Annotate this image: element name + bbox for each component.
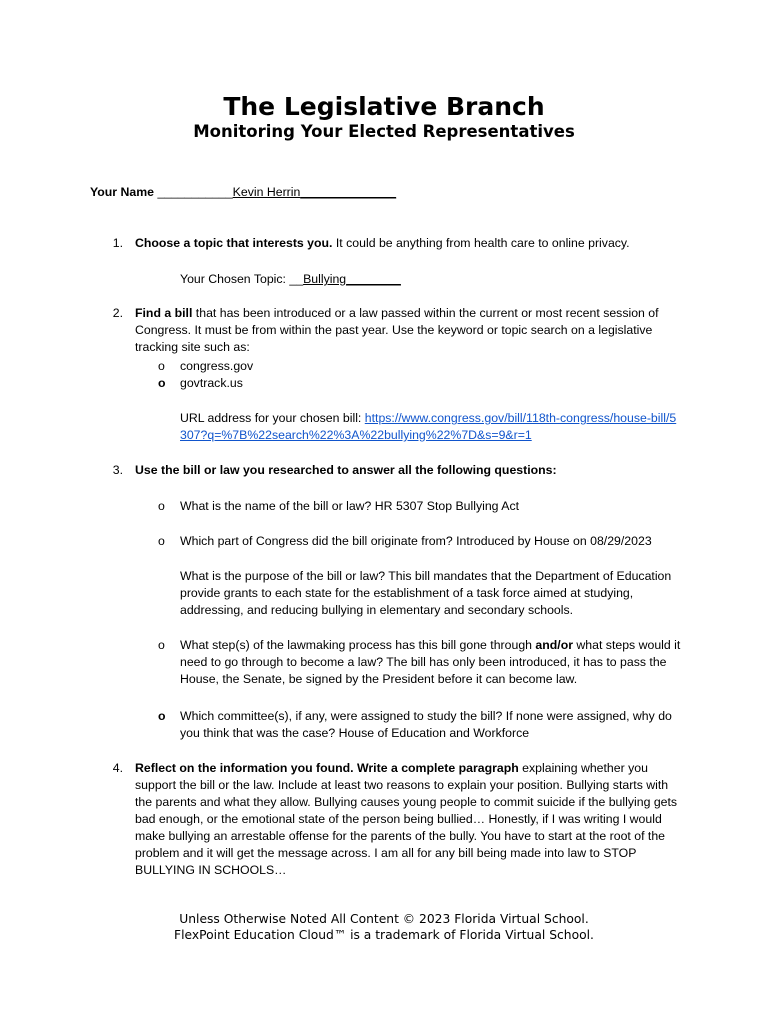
name-blank-before: ___________	[157, 185, 233, 199]
url-line	[180, 410, 680, 444]
question-bullet: o	[158, 499, 165, 513]
footer-copyright: Unless Otherwise Noted All Content © 2023 Florida Virtual School.	[179, 912, 589, 926]
question-lawmaking-steps: What step(s) of the lawmaking process has this bill gone through and/or what steps would it need to go through to become a law? The bill has only been introduced, it has to pass the House, the Senate, be signed by the President before it can become law.	[180, 638, 681, 686]
q3-number: 3.	[112, 463, 123, 477]
q1-text: Choose a topic that interests you. It could be anything from health care to online privacy.	[135, 236, 630, 250]
question-bullet: o	[158, 638, 165, 652]
footer	[0, 911, 768, 943]
question-committees: Which committee(s), if any, were assigned to study the bill? If none were assigned, why do you think that was the case? House of Education and Workforce	[180, 709, 672, 740]
site-item-govtrack: govtrack.us	[180, 376, 243, 390]
site-bullet: o	[158, 359, 165, 373]
name-value[interactable]: Kevin Herrin______________	[232, 185, 397, 199]
question-origin: Which part of Congress did the bill originate from? Introduced by House on 08/29/2023	[180, 534, 652, 548]
q1-topic-line: Your Chosen Topic: __Bullying________	[180, 272, 401, 286]
page-subtitle: Monitoring Your Elected Representatives	[193, 122, 575, 141]
name-line	[90, 184, 396, 201]
question-bill-name: What is the name of the bill or law? HR 5307 Stop Bullying Act	[180, 499, 520, 513]
q3-text: Use the bill or law you researched to answer all the following questions:	[135, 463, 557, 477]
bill-url-link[interactable]: https://www.congress.gov/bill/118th-congress/house-bill/5307?q=%7B%22search%22%3A%22bullying%22%7D&s=9&r=1	[180, 411, 677, 442]
topic-value[interactable]: Bullying________	[303, 272, 401, 286]
site-item-congress: congress.gov	[180, 359, 254, 373]
q2-text: Find a bill that has been introduced or a law passed within the current or most recent session of Congress. It must be from within the past year. Use the keyword or topic search on a legislative tracking site such as:	[135, 306, 659, 354]
footer-trademark: FlexPoint Education Cloud™ is a trademark of Florida Virtual School.	[174, 928, 594, 942]
site-bullet: o	[158, 376, 166, 390]
page-title: The Legislative Branch	[223, 92, 545, 121]
question-bullet: o	[158, 534, 165, 548]
topic-label: Your Chosen Topic:	[180, 272, 290, 286]
name-label: Your Name	[90, 185, 155, 199]
question-bullet: o	[158, 709, 166, 723]
q2-number: 2.	[112, 306, 123, 320]
q4-paragraph: Reflect on the information you found. Write a complete paragraph explaining whether you support the bill or the law. Include at least two reasons to explain your position. Bullying starts with the parents and what they allow. Bullying causes young people to commit suicide if the bullying gets bad enough, or the emotional state of the person being bullied… Honestly, if I was writing I would make bullying an arrestable offense for the parents of the bully. You have to start at the root of the problem and it will get the message across. I am all for any bill being made into law to STOP BULLYING IN SCHOOLS…	[135, 761, 678, 877]
q1-number: 1.	[112, 236, 123, 250]
q4-number: 4.	[112, 761, 123, 775]
question-purpose: What is the purpose of the bill or law? This bill mandates that the Department of Education provide grants to each state for the establishment of a task force aimed at studying, addressing, and reducing bullying in elementary and secondary schools.	[180, 569, 672, 617]
url-label: URL address for your chosen bill:	[180, 411, 365, 425]
